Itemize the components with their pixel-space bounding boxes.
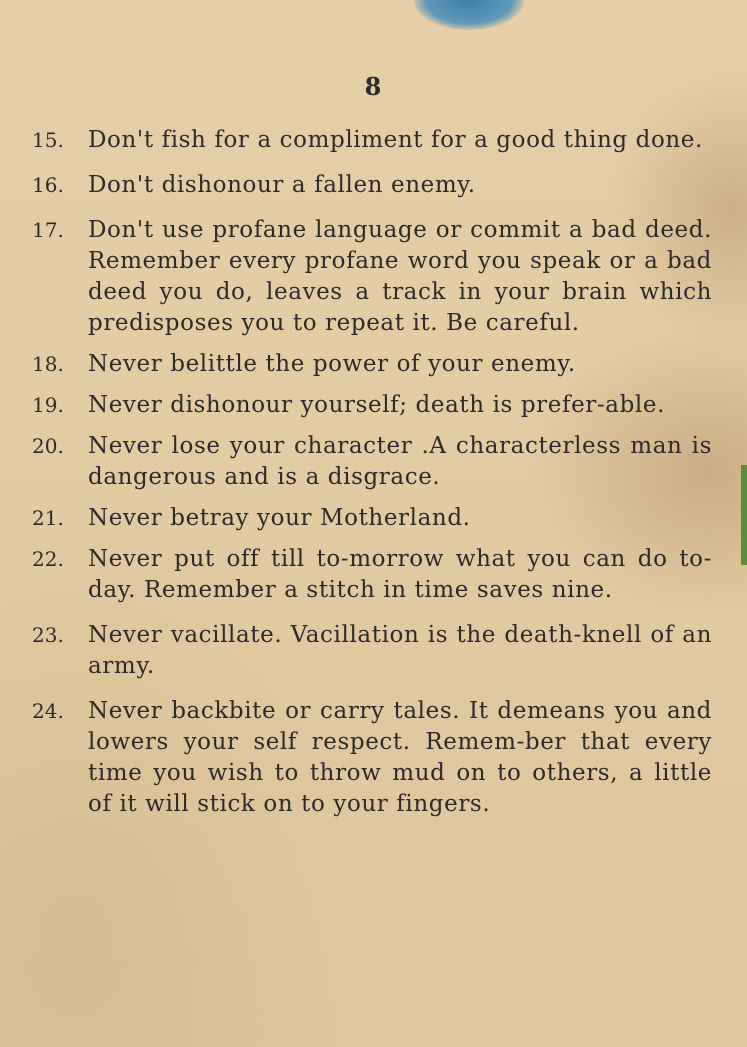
rule-item (32, 544, 712, 606)
page-edge-tab (741, 465, 747, 565)
rule-number: 23. (32, 623, 64, 647)
rule-text: Never dishonour yourself; death is prefer-able. (88, 392, 665, 418)
rule-text: Never vacillate. Vacillation is the death-knell of an army. (88, 622, 712, 679)
rule-item (32, 696, 712, 820)
rule-item (32, 215, 712, 339)
rule-number: 24. (32, 699, 64, 723)
rule-text: Don't use profane language or commit a bad deed. Remember every profane word you speak or a bad deed you do, leaves a track in your brain which predisposes you to repeat it. Be careful. (88, 217, 712, 336)
rule-text: Don't dishonour a fallen enemy. (88, 172, 476, 198)
rule-item (32, 620, 712, 682)
page-number: 8 (364, 72, 383, 101)
rule-list (32, 125, 712, 820)
rule-number: 18. (32, 352, 64, 376)
rule-item (32, 349, 712, 380)
rule-number: 17. (32, 218, 64, 242)
rule-item (32, 503, 712, 534)
rule-number: 19. (32, 393, 64, 417)
rule-number: 22. (32, 547, 64, 571)
rule-number: 15. (32, 128, 64, 152)
rule-text: Never put off till to-morrow what you can do to-day. Remember a stitch in time saves nine. (88, 546, 712, 603)
rule-item (32, 170, 712, 201)
rule-number: 20. (32, 434, 64, 458)
rule-text: Never backbite or carry tales. It demeans you and lowers your self respect. Remem-ber that every time you wish to throw mud on to others, a little of it will stick on to your fingers. (88, 698, 712, 817)
rule-text: Never betray your Motherland. (88, 505, 471, 531)
rule-number: 16. (32, 173, 64, 197)
rule-text: Never lose your character .A characterless man is dangerous and is a disgrace. (88, 433, 712, 490)
rule-item (32, 431, 712, 493)
rule-item (32, 125, 712, 156)
ink-stain (414, 0, 524, 30)
rule-number: 21. (32, 506, 64, 530)
rule-text: Never belittle the power of your enemy. (88, 351, 576, 377)
rule-item (32, 390, 712, 421)
rule-text: Don't fish for a compliment for a good thing done. (88, 127, 703, 153)
